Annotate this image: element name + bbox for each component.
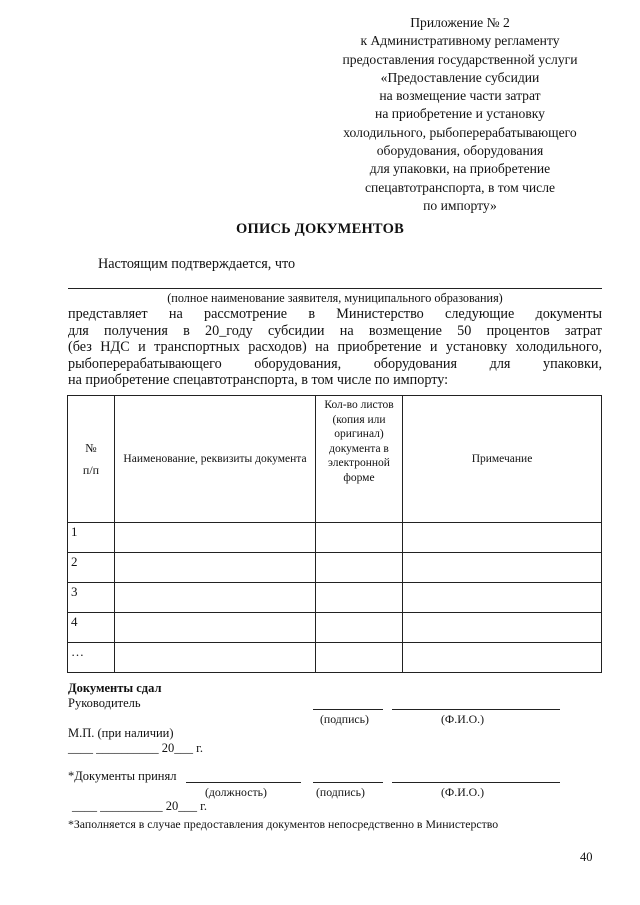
- appendix-line: по импорту»: [423, 197, 497, 213]
- cell-sheet-count: [316, 553, 403, 583]
- header-number: [68, 396, 115, 523]
- cell-sheet-count: [316, 643, 403, 673]
- date-day: ___: [68, 741, 87, 755]
- footnote: *Заполняется в случае предоставления документов непосредственно в Министерство: [68, 817, 499, 831]
- row-number: 1: [68, 523, 115, 553]
- cell-sheet-count: [316, 583, 403, 613]
- received-label: *Документы принял: [68, 769, 177, 783]
- paragraph-line: для получения в 20_году субсидии на возмещение 50 процентов затрат: [68, 322, 602, 339]
- cell-sheet-count: [316, 523, 403, 553]
- cell-note: [403, 643, 602, 673]
- table-row: [68, 613, 602, 643]
- appendix-line: для упаковки, на приобретение: [369, 161, 551, 177]
- appendix-line: на возмещение части затрат: [379, 88, 541, 104]
- paragraph-line: на приобретение спецавтотранспорта, в том числе по импорту:: [68, 372, 449, 388]
- appendix-line: на приобретение и установку: [375, 106, 545, 122]
- signature-line: [313, 782, 383, 783]
- document-title: ОПИСЬ ДОКУМЕНТОВ: [236, 221, 404, 237]
- cell-document-name: [115, 553, 316, 583]
- page-number: 40: [580, 850, 593, 864]
- date-year-prefix: 20: [161, 741, 175, 755]
- cell-note: [403, 613, 602, 643]
- fio-line: [392, 782, 560, 783]
- cell-document-name: [115, 643, 316, 673]
- fio-caption: (Ф.И.О.): [441, 712, 485, 726]
- table-row: [68, 643, 602, 673]
- appendix-line: предоставления государственной услуги: [342, 51, 578, 67]
- appendix-line: Приложение № 2: [410, 15, 510, 30]
- table-row: [68, 583, 602, 613]
- date-row: ____ __________ 20___ г.: [68, 741, 203, 755]
- header-number-symbol: №: [85, 441, 97, 455]
- appendix-line: холодильного, рыбоперерабатывающего: [343, 124, 577, 140]
- appendix-line: «Предоставление субсидии: [380, 69, 540, 85]
- position-line: [186, 782, 301, 783]
- date-year-prefix: 20: [165, 799, 179, 813]
- appendix-line: спецавтотранспорта, в том числе: [364, 179, 556, 195]
- row-number: 3: [68, 583, 115, 613]
- header-document-name: Наименование, реквизиты документа: [115, 396, 316, 523]
- cell-document-name: [115, 523, 316, 553]
- paragraph-line: (без НДС и транспортных расходов) на приобретение и установку холодильного,: [68, 339, 602, 355]
- body-paragraph: [68, 306, 602, 389]
- appendix-line: к Административному регламенту: [360, 33, 560, 49]
- table-header-row: [68, 396, 602, 523]
- signature-caption: (подпись): [316, 785, 365, 799]
- cell-sheet-count: [316, 613, 403, 643]
- signature-line: [313, 709, 383, 710]
- cell-note: [403, 553, 602, 583]
- stamp-label: М.П. (при наличии): [68, 726, 174, 740]
- header-number-abbr: п/п: [82, 463, 100, 477]
- header-sheet-count: Кол-во листов (копия или оригинал) документа в электронной форме: [316, 396, 403, 523]
- fio-line: [392, 709, 560, 710]
- row-number: …: [68, 643, 115, 673]
- cell-note: [403, 583, 602, 613]
- paragraph-line: представляет на рассмотрение в Министерство следующие документы: [68, 306, 602, 322]
- header-note: Примечание: [403, 396, 602, 523]
- appendix-header: [320, 14, 600, 215]
- date-year-suffix: г.: [196, 741, 203, 755]
- table-row: [68, 553, 602, 583]
- signature-caption: (подпись): [320, 712, 369, 726]
- appendix-line: оборудования, оборудования: [376, 143, 544, 159]
- head-label: Руководитель: [68, 696, 141, 710]
- paragraph-line: рыбоперерабатывающего оборудования, оборудования для упаковки,: [68, 355, 602, 372]
- applicant-name-line: [68, 288, 602, 289]
- cell-document-name: [115, 583, 316, 613]
- intro-text: Настоящим подтверждается, что: [98, 256, 296, 272]
- handed-over-heading: Документы сдал: [68, 681, 162, 695]
- date-year-suffix: г.: [200, 799, 207, 813]
- cell-document-name: [115, 613, 316, 643]
- date-row: ____ __________ 20___ г.: [72, 799, 207, 813]
- fio-caption: (Ф.И.О.): [441, 785, 485, 799]
- row-number: 2: [68, 553, 115, 583]
- position-caption: (должность): [205, 785, 267, 799]
- row-number: 4: [68, 613, 115, 643]
- table-row: [68, 523, 602, 553]
- cell-note: [403, 523, 602, 553]
- documents-table: [67, 395, 602, 673]
- applicant-caption: (полное наименование заявителя, муниципального образования): [167, 291, 503, 305]
